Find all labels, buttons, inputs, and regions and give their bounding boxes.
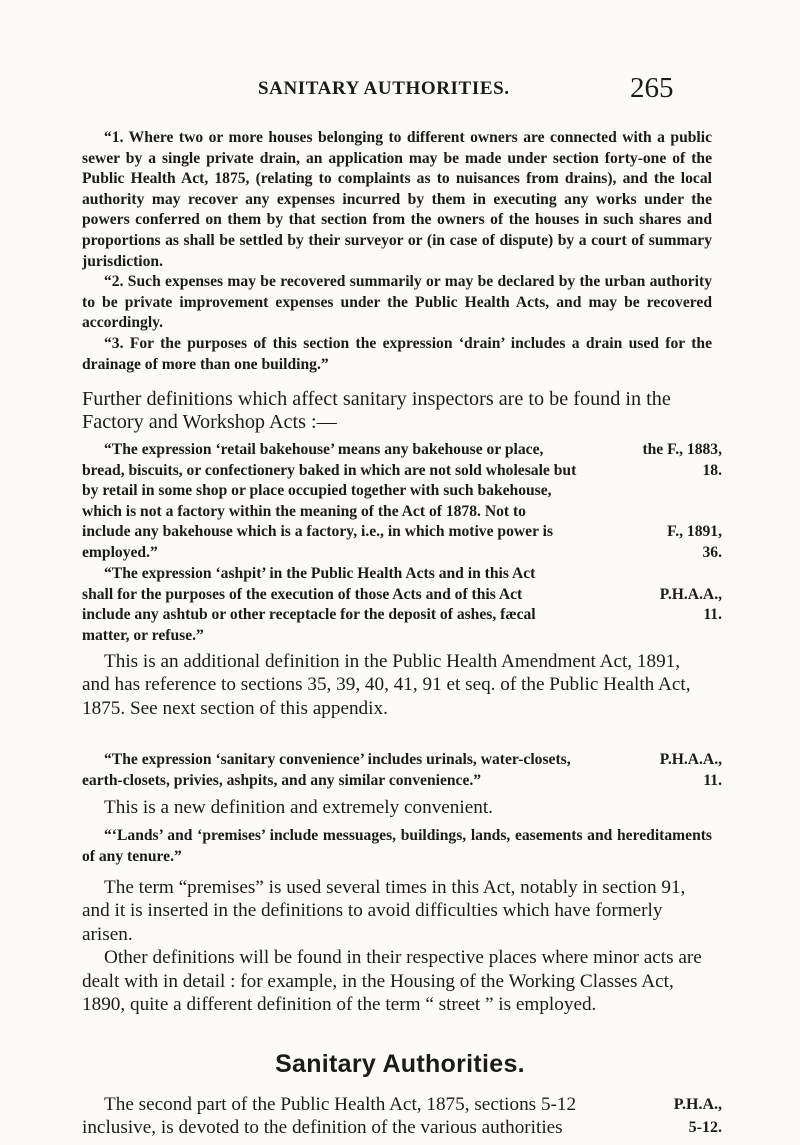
quoted-section — [82, 128, 712, 375]
page-number: 265 — [630, 72, 674, 104]
sanitary-convenience-definition — [82, 750, 722, 791]
closing-paragraph — [82, 1093, 722, 1140]
definition-line: “The expression ‘ashpit’ in the Public Health Acts and in this Act — [104, 565, 536, 582]
further-definitions-heading: Further definitions which affect sanitary inspectors are to be found in the Factory and Workshop Acts :— — [82, 388, 671, 434]
definition-line: shall for the purposes of the execution of those Acts and of this Act P.H.A.A., — [82, 585, 722, 603]
retail-bakehouse-definition — [82, 440, 722, 564]
definition-line: “The expression ‘retail bakehouse’ means any bakehouse or place, the F., 1883, — [104, 441, 722, 458]
page-header — [0, 72, 800, 108]
definition-line: earth-closets, privies, ashpits, and any similar convenience.” 11. — [82, 771, 722, 789]
definition-line: employed.” 36. — [82, 543, 722, 561]
quoted-paragraph-2: “2. Such expenses may be recovered summarily or may be declared by the urban authority to be private improvement expenses under the Public Health Acts, and may be recovered accordingly. — [82, 273, 712, 332]
other-definitions-note: Other definitions will be found in their respective places where minor acts are dealt with in detail : for example, in the Housing of the Working Classes Act, 1890, quite a different definition of the term “ street ” is employed. — [82, 947, 702, 1016]
definition-line: “The expression ‘sanitary convenience’ includes urinals, water-closets, P.H.A.A., — [104, 751, 722, 768]
sanitary-authorities-heading: Sanitary Authorities. — [275, 1050, 525, 1078]
amendment-note: This is an additional definition in the Public Health Amendment Act, 1891, and has reference to sections 35, 39, 40, 41, 91 et seq. of the Public Health Act, 1875. See next section of this appendix. — [82, 651, 691, 719]
running-title: SANITARY AUTHORITIES. — [258, 78, 510, 99]
new-definition-note-block — [82, 796, 712, 819]
ashpit-definition — [82, 564, 722, 646]
definition-line: matter, or refuse.” — [82, 626, 204, 644]
premises-note: The term “premises” is used several times in this Act, notably in section 91, and it is inserted in the definitions to avoid difficulties which have formerly arisen. — [82, 877, 686, 945]
lands-definition: “‘Lands’ and ‘premises’ include messuages, buildings, lands, easements and hereditaments of any tenure.” — [82, 827, 712, 865]
further-definitions-heading-block — [82, 388, 712, 435]
definition-line: include any bakehouse which is a factory, i.e., in which motive power is F., 1891, — [82, 523, 722, 541]
new-definition-note: This is a new definition and extremely convenient. — [104, 797, 493, 818]
amendment-note-block — [82, 650, 712, 720]
closing-line: inclusive, is devoted to the definition of the various authorities 5-12. — [82, 1117, 722, 1139]
quoted-paragraph-3: “3. For the purposes of this section the expression ‘drain’ includes a drain used for the drainage of more than one building.” — [82, 334, 712, 373]
lands-definition-block — [82, 826, 712, 867]
closing-line: The second part of the Public Health Act, 1875, sections 5-12 P.H.A., — [104, 1094, 722, 1115]
premises-note-block — [82, 876, 712, 1016]
definition-line: include any ashtub or other receptacle for the deposit of ashes, fæcal 11. — [82, 606, 722, 624]
quoted-paragraph-1: “1. Where two or more houses belonging to different owners are connected with a public sewer by a single private drain, an application may be made under section forty-one of the Public Health Act, 1875, (relating to complaints as to nuisances from drains), and the local authority may recover any expenses incurred by them in executing any works under the powers conferred on them by that section from the owners of the houses in such shares and proportions as shall be settled by their surveyor or (in case of dispute) by a court of summary jurisdiction. — [82, 129, 712, 270]
definition-line: by retail in some shop or place occupied together with such bakehouse, — [82, 482, 552, 500]
definition-line: which is not a factory within the meaning of the Act of 1878. Not to — [82, 502, 526, 520]
definition-line: bread, biscuits, or confectionery baked in which are not sold wholesale but 18. — [82, 461, 722, 479]
